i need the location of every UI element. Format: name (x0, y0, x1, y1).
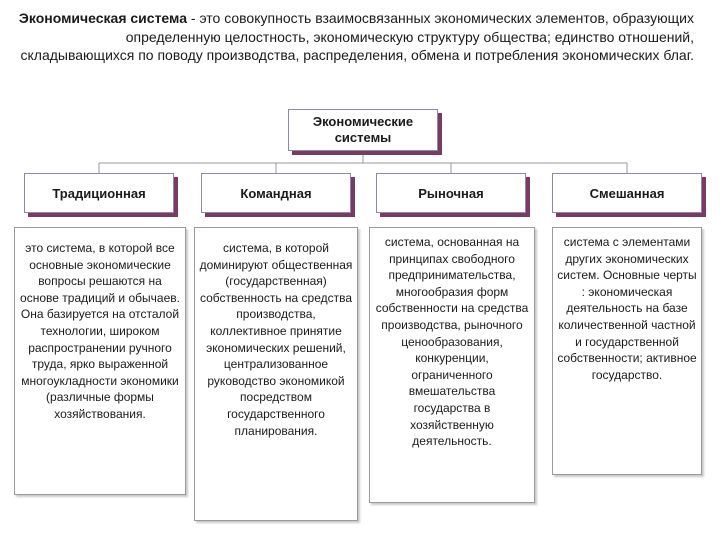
type-node-market: Рыночная (376, 173, 526, 213)
type-node-mixed: Смешанная (552, 173, 702, 213)
type-node-command: Командная (201, 173, 351, 213)
description-market: система, основанная на принципах свободного предпринимательства, многообразия форм собственности на средства производства, рыночного ценообразования, конкуренции, ограниченного вмешательства государства в хозяйственную деятельность. (369, 227, 535, 503)
definition-text: - это совокупность взаимосвязанных экономических элементов, образующих определенную целостность, экономическую структуру общества; единство отношений, складывающихся по поводу производства, распределения, обмена и потребления экономических благ. (20, 10, 694, 63)
description-traditional: это система, в которой все основные экономические вопросы решаются на основе традиций и обычаев. Она базируется на отсталой технологии, широком распространении ручного труда, ярко выраженной многоукладности экономики (различные формы хозяйствования. (14, 227, 186, 495)
type-node-traditional: Традиционная (24, 173, 174, 213)
description-mixed: система с элементами других экономических систем. Основные черты : экономическая деятельность на базе количественной частной и государственной собственности; активное государство. (552, 227, 702, 475)
description-command: система, в которой доминируют общественная (государственная) собственность на средства производства, коллективное принятие экономических решений, централизованное руководство экономикой посредством государственного планирования. (194, 227, 358, 521)
root-node: Экономические системы (288, 109, 438, 151)
definition-term: Экономическая система (18, 10, 187, 26)
